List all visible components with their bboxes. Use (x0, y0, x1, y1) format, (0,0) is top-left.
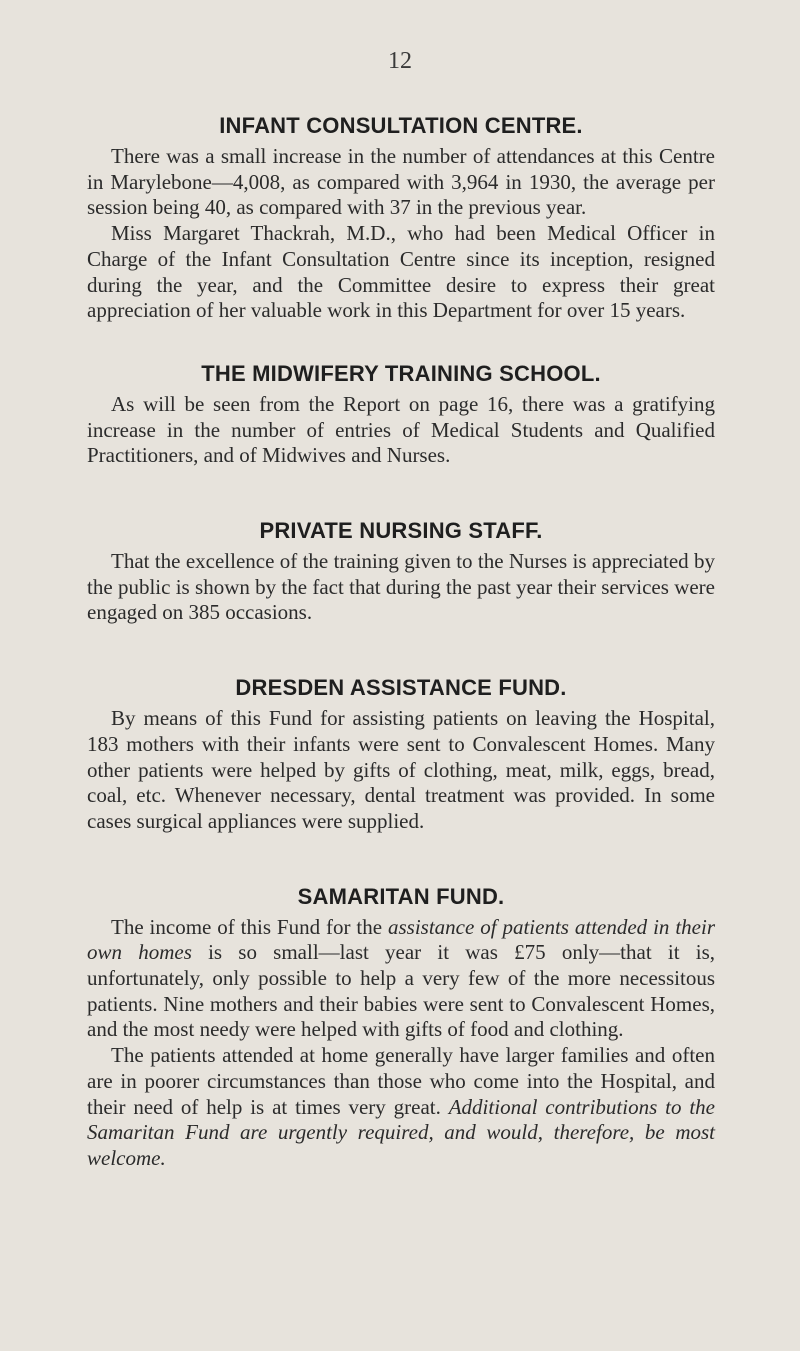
samaritan-fund-heading: SAMARITAN FUND. (297, 883, 505, 909)
samaritan-fund-paragraph-1 (87, 915, 715, 1044)
samaritan-p1-text-a: The income of this Fund for the (111, 914, 388, 939)
dresden-fund-heading: DRESDEN ASSISTANCE FUND. (235, 675, 567, 701)
infant-consultation-paragraph-1: There was a small increase in the number of attendances at this Centre in Marylebone—4,008, as compared with 3,964 in 1930, the average per session being 40, as compared with 37 in the previous year. (87, 144, 715, 220)
samaritan-fund-paragraph-2 (87, 1043, 715, 1172)
samaritan-fund-section (87, 883, 715, 1172)
private-nursing-heading: PRIVATE NURSING STAFF. (259, 518, 543, 544)
document-body (87, 112, 715, 1172)
dresden-fund-section (87, 674, 715, 835)
samaritan-p1-text-b: is so small—last year it was £75 only—that it is, unfortunately, only possible to help a very few of the more necessitous patients. Nine mothers and their babies were sent to Convalescent Homes, and the most needy were helped with gifts of food and clothing. (87, 940, 715, 1042)
page-number: 12 (388, 48, 412, 74)
samaritan-p2-italic-appeal: Additional contributions to the Samaritan Fund are urgently required, and would, therefore, be most welcome. (87, 1094, 715, 1170)
private-nursing-section (87, 517, 715, 626)
private-nursing-paragraph: That the excellence of the training given to the Nurses is appreciated by the public is shown by the fact that during the past year their services were engaged on 385 occasions. (87, 549, 715, 625)
midwifery-training-section (87, 360, 715, 469)
infant-consultation-paragraph-2: Miss Margaret Thackrah, M.D., who had been Medical Officer in Charge of the Infant Consultation Centre since its inception, resigned during the year, and the Committee desire to express their great appreciation of her valuable work in this Department for over 15 years. (87, 221, 715, 323)
midwifery-training-heading: THE MIDWIFERY TRAINING SCHOOL. (201, 360, 601, 386)
samaritan-p2-text-a: The patients attended at home generally have larger families and often are in poorer circumstances than those who come into the Hospital, and their need of help is at times very great. (87, 1043, 715, 1119)
infant-consultation-heading: INFANT CONSULTATION CENTRE. (219, 113, 583, 138)
midwifery-training-paragraph: As will be seen from the Report on page 16, there was a gratifying increase in the number of entries of Medical Students and Qualified Practitioners, and of Midwives and Nurses. (87, 391, 715, 468)
infant-consultation-section (87, 112, 715, 324)
dresden-fund-paragraph: By means of this Fund for assisting patients on leaving the Hospital, 183 mothers with their infants were sent to Convalescent Homes. Many other patients were helped by gifts of clothing, meat, milk, eggs, bread, coal, etc. Whenever necessary, dental treatment was provided. In some cases surgical appliances were supplied. (87, 706, 715, 833)
samaritan-p1-italic: assistance of patients attended in their own homes (87, 914, 715, 965)
